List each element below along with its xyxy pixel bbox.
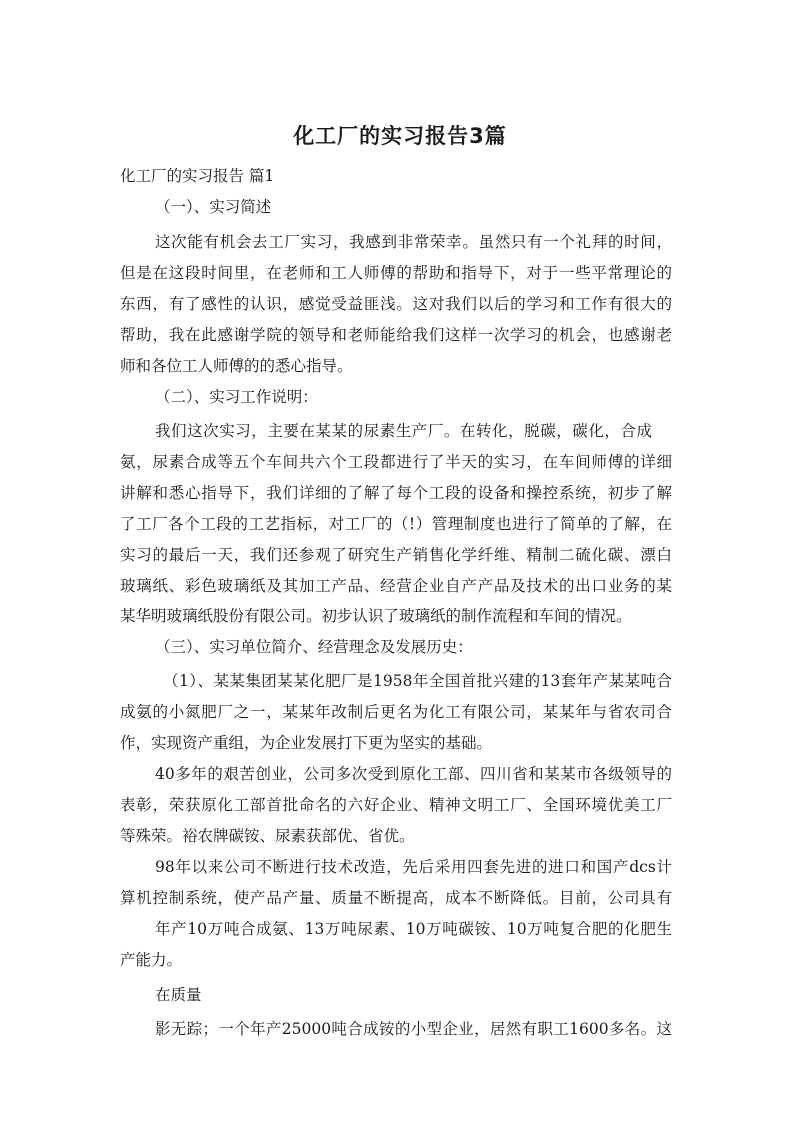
paragraph-line: 年产10万吨合成氨、13万吨尿素、10万吨碳铵、10万吨复合肥的化肥生 <box>155 920 672 938</box>
paragraph-line: 氨，尿素合成等五个车间共六个工段都进行了半天的实习，在车间师傅的详细 <box>120 453 672 471</box>
paragraph-line: 成氨的小氮肥厂之一，某某年改制后更名为化工有限公司，某某年与省农司合 <box>120 703 672 721</box>
paragraph-line: （三）、实习单位简介、经营理念及发展历史： <box>155 638 473 656</box>
paragraph-line: 这次能有机会去工厂实习，我感到非常荣幸。虽然只有一个礼拜的时间， <box>155 233 672 251</box>
paragraph-line: 40多年的艰苦创业，公司多次受到原化工部、四川省和某某市各级领导的 <box>155 765 672 783</box>
paragraph-line: 产能力。 <box>120 951 183 969</box>
paragraph-line: 东西，有了感性的认识，感觉受益匪浅。这对我们以后的学习和工作有很大的 <box>120 295 672 313</box>
paragraph-line: 但是在这段时间里，在老师和工人师傅的帮助和指导下，对于一些平常理论的 <box>120 264 672 282</box>
paragraph-line: （一）、实习简述 <box>155 198 272 216</box>
paragraph-line: （1）、某某集团某某化肥厂是1958年全国首批兴建的13套年产某某吨合 <box>163 672 672 690</box>
paragraph-line: 讲解和悉心指导下，我们详细的了解了每个工段的设备和操控系统，初步了解 <box>120 484 672 502</box>
paragraph-line: 玻璃纸、彩色玻璃纸及其加工产品、经营企业自产产品及技术的出口业务的某 <box>120 577 672 595</box>
document-title: 化工厂的实习报告3篇 <box>293 124 507 148</box>
paragraph-line: 等殊荣。裕农牌碳铵、尿素获部优、省优。 <box>120 827 415 845</box>
paragraph-line: 我们这次实习，主要在某某的尿素生产厂。在转化，脱碳，碳化，合成 <box>155 422 652 440</box>
paragraph-line: 算机控制系统，使产品产量、质量不断提高，成本不断降低。目前，公司具有 <box>120 889 672 907</box>
paragraph-line: 影无踪；一个年产25000吨合成铵的小型企业，居然有职工1600多名。这 <box>155 1020 672 1038</box>
paragraph-line: 师和各位工人师傅的的悉心指导。 <box>120 357 353 375</box>
paragraph-line: 98年以来公司不断进行技术改造，先后采用四套先进的进口和国产dcs计 <box>155 858 672 876</box>
paragraph-line: 表彰，荣获原化工部首批命名的六好企业、精神文明工厂、全国环境优美工厂 <box>120 796 672 814</box>
paragraph-line: 在质量 <box>155 986 202 1004</box>
paragraph-line: 作，实现资产重组，为企业发展打下更为坚实的基础。 <box>120 734 493 752</box>
paragraph-line: 了工厂各个工段的工艺指标，对工厂的（!）管理制度也进行了简单的了解，在 <box>120 515 672 533</box>
paragraph-line: 实习的最后一天，我们还参观了研究生产销售化学纤维、精制二硫化碳、漂白 <box>120 546 672 564</box>
paragraph-line: 某华明玻璃纸股份有限公司。初步认识了玻璃纸的制作流程和车间的情况。 <box>120 607 632 625</box>
paragraph-line: 帮助，我在此感谢学院的领导和老师能给我们这样一次学习的机会，也感谢老 <box>120 326 672 344</box>
paragraph-line: （二）、实习工作说明： <box>155 388 318 406</box>
paragraph-line: 化工厂的实习报告 篇1 <box>120 167 275 185</box>
